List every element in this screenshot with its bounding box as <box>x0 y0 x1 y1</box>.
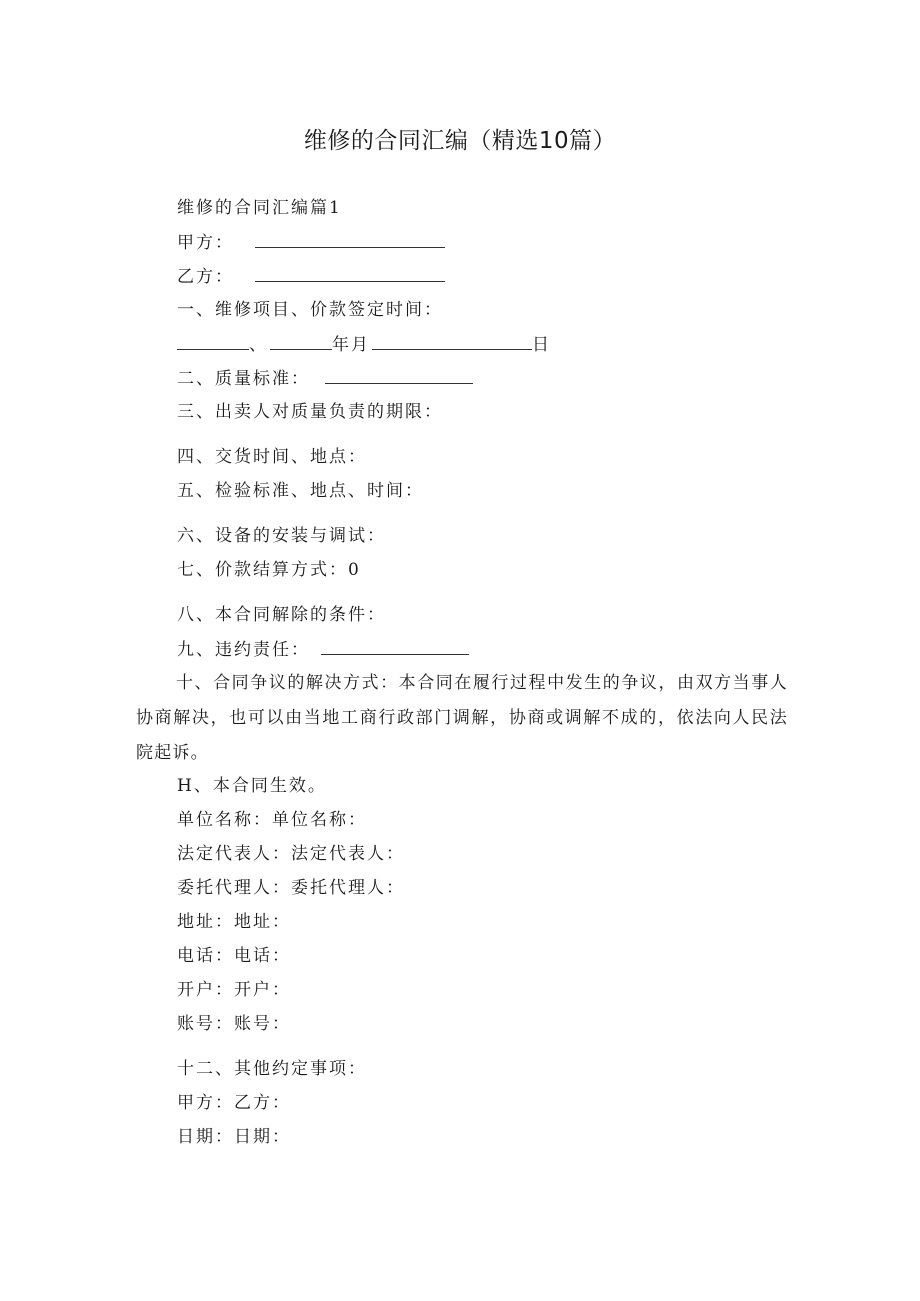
party-b-blank <box>255 265 445 282</box>
sig-legal-rep: 法定代表人：法定代表人： <box>177 844 405 864</box>
item-10-paragraph: 十、合同争议的解决方式：本合同在履行过程中发生的争议，由双方当事人协商解决，也可以由当地工商行政部门调解，协商或调解不成的，依法向人民法院起诉。 <box>136 673 788 763</box>
party-a-blank <box>255 231 445 248</box>
sign-parties: 甲方：乙方： <box>177 1093 291 1113</box>
sig-bank: 开户：开户： <box>177 980 291 1000</box>
item-8: 八、本合同解除的条件： <box>177 605 386 625</box>
item-3: 三、出卖人对质量负责的期限： <box>177 402 443 422</box>
date-blank-1 <box>177 333 249 350</box>
item-2-line <box>177 367 473 390</box>
sig-address: 地址：地址： <box>177 912 291 932</box>
item-9-line <box>177 638 469 661</box>
item-1: 一、维修项目、价款签定时间： <box>177 300 443 320</box>
item-7: 七、价款结算方式：0 <box>177 560 361 580</box>
party-a-line <box>177 231 445 254</box>
sig-phone: 电话：电话： <box>177 946 291 966</box>
item-2-blank <box>325 367 473 384</box>
date-day: 日 <box>532 335 551 355</box>
sig-account: 账号：账号： <box>177 1014 291 1034</box>
sig-unit: 单位名称：单位名称： <box>177 810 367 830</box>
sign-dates: 日期：日期： <box>177 1127 291 1147</box>
document-title: 维修的合同汇编（精选10篇） <box>303 128 617 154</box>
party-b-line <box>177 265 445 288</box>
item-6: 六、设备的安装与调试： <box>177 526 386 546</box>
party-a-label: 甲方： <box>177 233 234 253</box>
date-blank-3 <box>372 333 532 350</box>
item-2: 二、质量标准： <box>177 369 310 389</box>
date-year-month: 年月 <box>332 335 370 355</box>
item-12: 十二、其他约定事项： <box>177 1059 367 1079</box>
item-5: 五、检验标准、地点、时间： <box>177 481 424 501</box>
party-b-label: 乙方： <box>177 267 234 287</box>
date-line <box>177 333 551 356</box>
sig-agent: 委托代理人：委托代理人： <box>177 878 405 898</box>
item-4: 四、交货时间、地点： <box>177 447 367 467</box>
item-9-blank <box>321 638 469 655</box>
date-blank-2 <box>270 333 332 350</box>
section-heading: 维修的合同汇编篇1 <box>177 198 342 218</box>
item-11: H、本合同生效。 <box>177 776 327 796</box>
date-separator: 、 <box>249 335 268 355</box>
item-9: 九、违约责任： <box>177 640 310 660</box>
